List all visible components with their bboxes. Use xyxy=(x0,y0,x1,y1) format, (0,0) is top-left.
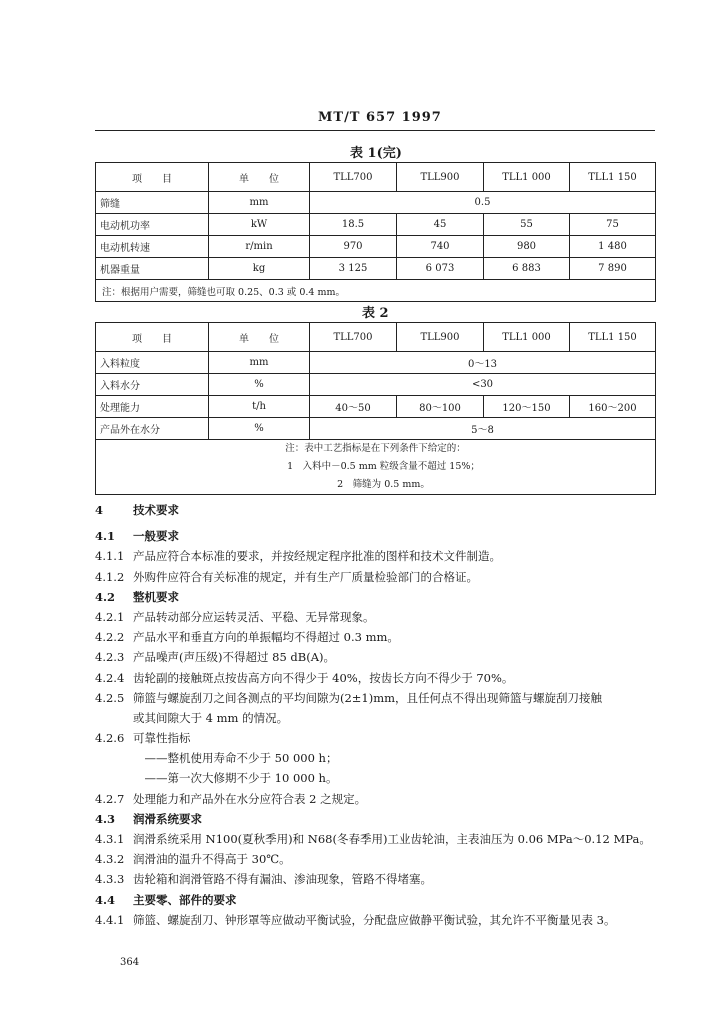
section-heading xyxy=(95,809,685,829)
table1-header-model: TLL1 000 xyxy=(484,163,570,192)
table-row xyxy=(96,258,656,280)
clause-number: 4.3 xyxy=(95,811,116,826)
cell-value: 1 480 xyxy=(570,236,656,258)
clause-number: 4.1.2 xyxy=(95,569,125,584)
row-merged-value: <30 xyxy=(310,374,656,396)
clause-line xyxy=(95,607,685,627)
clause-text: 筛篮、螺旋刮刀、钟形罩等应做动平衡试验，分配盘应做静平衡试验，其允许不平衡量见表 3。 xyxy=(133,912,616,927)
row-item: 电动机功率 xyxy=(96,214,209,236)
row-unit: mm xyxy=(209,192,310,214)
row-item: 处理能力 xyxy=(96,396,209,418)
table2-header-model: TLL1 150 xyxy=(570,323,656,352)
table2-header-model: TLL1 000 xyxy=(484,323,570,352)
clause-text: 筛篮与螺旋刮刀之间各测点的平均间隙为(2±1)mm，且任何点不得出现筛篮与螺旋刮刀接触 xyxy=(133,690,603,705)
cell-value: 80～100 xyxy=(397,396,484,418)
table-row xyxy=(96,418,656,440)
table2-header-model: TLL700 xyxy=(310,323,397,352)
clause-text: 齿轮副的接触斑点按齿高方向不得少于 40%，按齿长方向不得少于 70%。 xyxy=(133,670,514,685)
clause-number: 4.4.1 xyxy=(95,912,125,927)
row-merged-value: 0～13 xyxy=(310,352,656,374)
table1-header-model: TLL1 150 xyxy=(570,163,656,192)
clause-number: 4.3.3 xyxy=(95,872,125,887)
cell-value: 75 xyxy=(570,214,656,236)
cell-value: 160～200 xyxy=(570,396,656,418)
table-note-row xyxy=(96,280,656,302)
table2 xyxy=(95,322,656,495)
clause-line xyxy=(95,849,685,869)
row-item: 入料粒度 xyxy=(96,352,209,374)
clause-number: 4.2.7 xyxy=(95,791,125,806)
cell-value: 120～150 xyxy=(484,396,570,418)
clause-text: 产品噪声(声压级)不得超过 85 dB(A)。 xyxy=(133,650,336,665)
clause-line xyxy=(95,869,685,889)
table-row xyxy=(96,192,656,214)
table2-header-model: TLL900 xyxy=(397,323,484,352)
clause-text: 润滑油的温升不得高于 30℃。 xyxy=(133,852,291,867)
clause-text: ——第一次大修期不少于 10 000 h。 xyxy=(133,771,338,786)
table-row xyxy=(96,374,656,396)
cell-value: 55 xyxy=(484,214,570,236)
section-4-body xyxy=(95,500,685,930)
clause-line xyxy=(95,708,685,728)
clause-text: 产品水平和垂直方向的单振幅均不得超过 0.3 mm。 xyxy=(133,630,399,645)
row-unit: kW xyxy=(209,214,310,236)
clause-line xyxy=(95,728,685,748)
clause-line xyxy=(95,647,685,667)
clause-number: 4.2 xyxy=(95,589,116,604)
row-unit: r/min xyxy=(209,236,310,258)
clause-number: 4.2.5 xyxy=(95,690,125,705)
clause-text: 产品应符合本标准的要求，并按经规定程序批准的图样和技术文件制造。 xyxy=(133,549,501,564)
table2-header-row xyxy=(96,323,656,352)
clause-number: 4.2.2 xyxy=(95,630,125,645)
table1-header-model: TLL700 xyxy=(310,163,397,192)
clause-number: 4 xyxy=(95,503,104,517)
clause-number: 4.1.1 xyxy=(95,549,125,564)
section-heading xyxy=(95,526,685,546)
clause-text: 润滑系统要求 xyxy=(133,811,202,826)
clause-line xyxy=(95,789,685,809)
clause-line xyxy=(95,688,685,708)
clause-text: 产品转动部分应运转灵活、平稳、无异常现象。 xyxy=(133,609,375,624)
table1-note: 注：根据用户需要，筛缝也可取 0.25、0.3 或 0.4 mm。 xyxy=(96,280,656,302)
clause-line xyxy=(95,668,685,688)
row-unit: t/h xyxy=(209,396,310,418)
table-row xyxy=(96,352,656,374)
table-row xyxy=(96,214,656,236)
table2-note xyxy=(96,440,656,495)
table-row xyxy=(96,236,656,258)
clause-text: 齿轮箱和润滑管路不得有漏油、渗油现象，管路不得堵塞。 xyxy=(133,872,432,887)
table2-header-unit: 单 位 xyxy=(209,323,310,352)
cell-value: 6 883 xyxy=(484,258,570,280)
table-note-row xyxy=(96,440,656,495)
clause-number: 4.2.6 xyxy=(95,731,125,746)
clause-number: 4.3.2 xyxy=(95,852,125,867)
table2-note-title: 注：表中工艺指标是在下列条件下给定的： xyxy=(285,443,466,454)
row-unit: % xyxy=(209,374,310,396)
cell-value: 45 xyxy=(397,214,484,236)
section-heading xyxy=(95,890,685,910)
table1-header-item: 项 目 xyxy=(96,163,209,192)
clause-text: 可靠性指标 xyxy=(133,731,191,746)
clause-number: 4.4 xyxy=(95,892,116,907)
table1-header-unit: 单 位 xyxy=(209,163,310,192)
table1-caption: 表 1(完) xyxy=(350,146,402,161)
table1-header-model: TLL900 xyxy=(397,163,484,192)
clause-line xyxy=(95,546,685,566)
row-item: 电动机转速 xyxy=(96,236,209,258)
clause-number: 4.2.4 xyxy=(95,670,125,685)
row-unit: kg xyxy=(209,258,310,280)
row-unit: % xyxy=(209,418,310,440)
clause-line xyxy=(95,748,685,768)
table2-header-item: 项 目 xyxy=(96,323,209,352)
clause-text: 或其间隙大于 4 mm 的情况。 xyxy=(133,710,289,725)
header-rule xyxy=(95,130,655,131)
clause-text: ——整机使用寿命不少于 50 000 h； xyxy=(133,751,338,766)
clause-number: 4.3.1 xyxy=(95,832,125,846)
clause-text: 整机要求 xyxy=(133,589,179,604)
standard-code-header: MT/T 657 1997 xyxy=(318,110,442,125)
cell-value: 40～50 xyxy=(310,396,397,418)
cell-value: 740 xyxy=(397,236,484,258)
row-item: 机器重量 xyxy=(96,258,209,280)
cell-value: 18.5 xyxy=(310,214,397,236)
table2-note-item: 2 筛缝为 0.5 mm。 xyxy=(337,479,430,490)
page-number: 364 xyxy=(120,957,140,968)
row-unit: mm xyxy=(209,352,310,374)
section-heading xyxy=(95,500,685,520)
clause-number: 4.1 xyxy=(95,529,116,544)
clause-line xyxy=(95,768,685,788)
table1-header-row xyxy=(96,163,656,192)
row-item: 入料水分 xyxy=(96,374,209,396)
clause-line xyxy=(95,910,685,930)
table-row xyxy=(96,396,656,418)
clause-line xyxy=(95,567,685,587)
clause-number: 4.2.1 xyxy=(95,609,125,624)
clause-line xyxy=(95,627,685,647)
clause-text: 润滑系统采用 N100(夏秋季用)和 N68(冬春季用)工业齿轮油，主表油压为 0.06 MPa～0.12 MPa。 xyxy=(133,832,651,846)
section-heading xyxy=(95,587,685,607)
cell-value: 7 890 xyxy=(570,258,656,280)
row-item: 筛缝 xyxy=(96,192,209,214)
cell-value: 3 125 xyxy=(310,258,397,280)
row-item: 产品外在水分 xyxy=(96,418,209,440)
clause-text: 处理能力和产品外在水分应符合表 2 之规定。 xyxy=(133,791,367,806)
table1 xyxy=(95,162,656,302)
cell-value: 970 xyxy=(310,236,397,258)
clause-text: 外购件应符合有关标准的规定，并有生产厂质量检验部门的合格证。 xyxy=(133,569,478,584)
cell-value: 6 073 xyxy=(397,258,484,280)
cell-value: 980 xyxy=(484,236,570,258)
table2-note-item: 1 入料中－0.5 mm 粒级含量不超过 15%； xyxy=(287,461,480,472)
clause-line xyxy=(95,829,685,849)
row-merged-value: 0.5 xyxy=(310,192,656,214)
clause-text: 一般要求 xyxy=(133,529,179,544)
table2-caption: 表 2 xyxy=(362,306,389,321)
clause-number: 4.2.3 xyxy=(95,650,125,665)
clause-text: 主要零、部件的要求 xyxy=(133,892,237,907)
row-merged-value: 5～8 xyxy=(310,418,656,440)
clause-text: 技术要求 xyxy=(133,503,179,517)
